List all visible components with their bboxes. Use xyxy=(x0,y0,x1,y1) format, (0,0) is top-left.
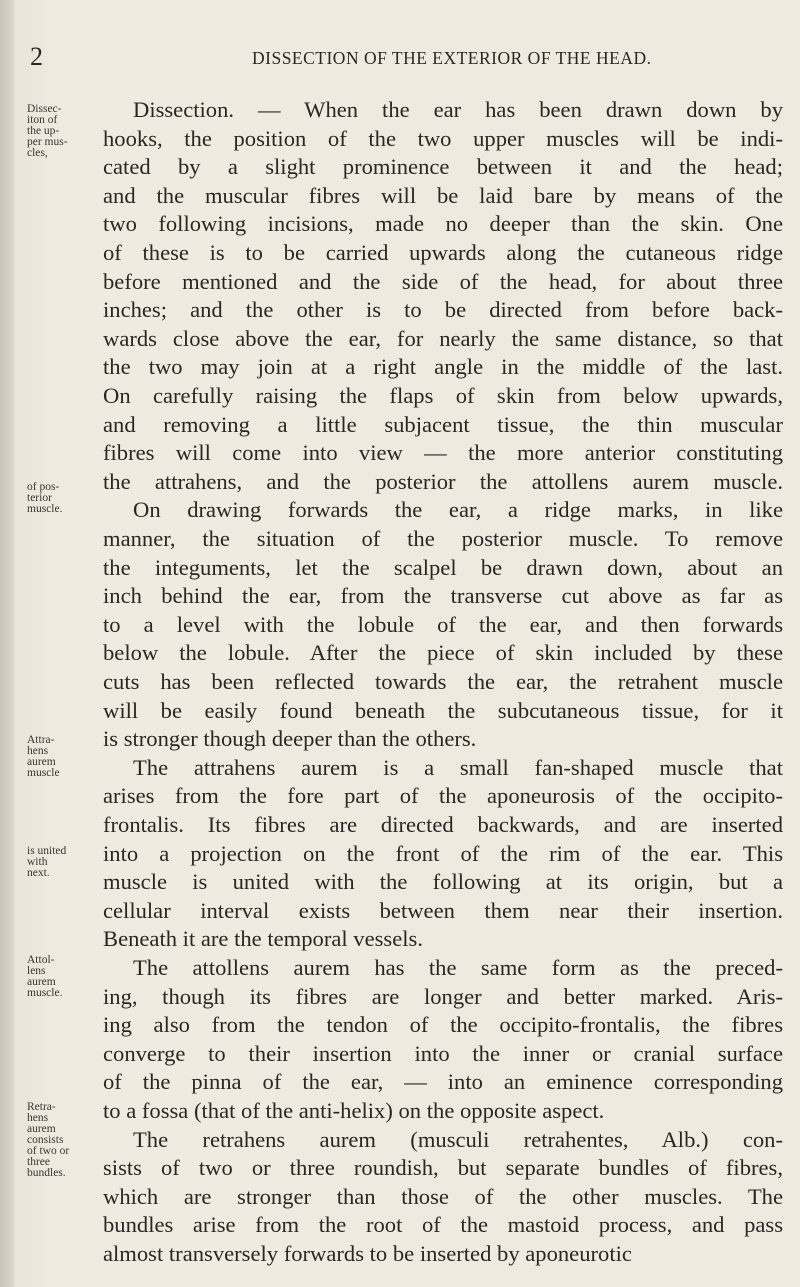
text-line: which are stronger than those of the other muscles. The xyxy=(103,1183,783,1209)
text-line: will be easily found beneath the subcutaneous tissue, for it xyxy=(103,697,783,723)
text-line: before mentioned and the side of the head, for about three xyxy=(103,268,783,294)
text-line: the two may join at a right angle in the middle of the last. xyxy=(103,354,783,380)
text-line: muscle is united with the following at its origin, but a xyxy=(103,869,783,895)
text-line: below the lobule. After the piece of skin included by these xyxy=(103,640,783,666)
text-line: of these is to be carried upwards along the cutaneous ridge xyxy=(103,240,783,265)
text-line: hooks, the position of the two upper muscles will be indi- xyxy=(103,125,783,151)
text-line: ing also from the tendon of the occipito-frontalis, the fibres xyxy=(103,1012,783,1038)
text-line: and the muscular fibres will be laid bare by means of the xyxy=(103,182,783,208)
text-line: cated by a slight prominence between it and the head; xyxy=(103,154,783,180)
text-line: fibres will come into view — the more anterior constituting xyxy=(103,440,783,466)
text-line: Dissection. — When the ear has been drawn down by xyxy=(133,97,783,122)
text-line: and removing a little subjacent tissue, the thin muscular xyxy=(103,411,783,437)
text-line: On drawing forwards the ear, a ridge marks, in like xyxy=(133,497,783,523)
text-line: bundles arise from the root of the mastoid process, and pass xyxy=(103,1212,783,1238)
text-line: wards close above the ear, for nearly the same distance, so that xyxy=(103,325,783,351)
margin-note-dissection: Dissec- iton of the up- per mus- cles, xyxy=(27,103,68,159)
text-line: the attrahens, and the posterior the attollens aurem muscle. xyxy=(103,468,783,494)
margin-note-united: is united with next. xyxy=(27,845,67,879)
margin-note-retrahens: Retra- hens aurem consists of two or three bundles. xyxy=(27,1101,70,1179)
text-line: into a projection on the front of the rim of the ear. This xyxy=(103,840,783,866)
text-line: inch behind the ear, from the transverse cut above as far as xyxy=(103,583,783,609)
page-binding-shadow xyxy=(0,0,14,1287)
text-line: almost transversely forwards to be inserted by aponeurotic xyxy=(103,1241,632,1266)
text-line: The attrahens aurem is a small fan-shaped muscle that xyxy=(133,754,783,780)
text-line: sists of two or three roundish, but separate bundles of fibres, xyxy=(103,1155,783,1181)
text-line: two following incisions, made no deeper than the skin. One xyxy=(103,211,783,237)
text-line: The attollens aurem has the same form as the preced- xyxy=(133,955,783,980)
margin-note-posterior-muscle: of pos- terior muscle. xyxy=(27,481,63,515)
text-line: is stronger though deeper than the others. xyxy=(103,726,477,752)
text-line: converge to their insertion into the inner or cranial surface xyxy=(103,1040,783,1066)
text-line: cuts has been reflected towards the ear, the retrahent muscle xyxy=(103,669,783,694)
text-line: inches; and the other is to be directed from before back- xyxy=(103,297,783,323)
text-line: to a fossa (that of the anti-helix) on the opposite aspect. xyxy=(103,1098,605,1123)
text-line: The retrahens aurem (musculi retrahentes, Alb.) con- xyxy=(133,1126,783,1152)
text-line: Beneath it are the temporal vessels. xyxy=(103,926,423,952)
page-number: 2 xyxy=(30,42,43,71)
margin-note-attrahens: Attra- hens aurem muscle xyxy=(27,734,60,779)
text-line: On carefully raising the flaps of skin from below upwards, xyxy=(103,383,783,408)
text-line: manner, the situation of the posterior muscle. To remove xyxy=(103,526,783,551)
margin-note-attollens: Attol- lens aurem muscle. xyxy=(27,954,63,999)
page-header xyxy=(30,42,770,82)
running-title: DISSECTION OF THE EXTERIOR OF THE HEAD. xyxy=(252,48,652,68)
text-line: frontalis. Its fibres are directed backwards, and are inserted xyxy=(103,812,783,837)
text-line: cellular interval exists between them near their insertion. xyxy=(103,897,783,923)
text-line: ing, though its fibres are longer and better marked. Aris- xyxy=(103,983,783,1009)
text-line: arises from the fore part of the aponeurosis of the occipito- xyxy=(103,783,783,809)
text-line: the integuments, let the scalpel be drawn down, about an xyxy=(103,554,783,580)
text-line: to a level with the lobule of the ear, and then forwards xyxy=(103,611,783,637)
text-line: of the pinna of the ear, — into an eminence corresponding xyxy=(103,1069,783,1095)
